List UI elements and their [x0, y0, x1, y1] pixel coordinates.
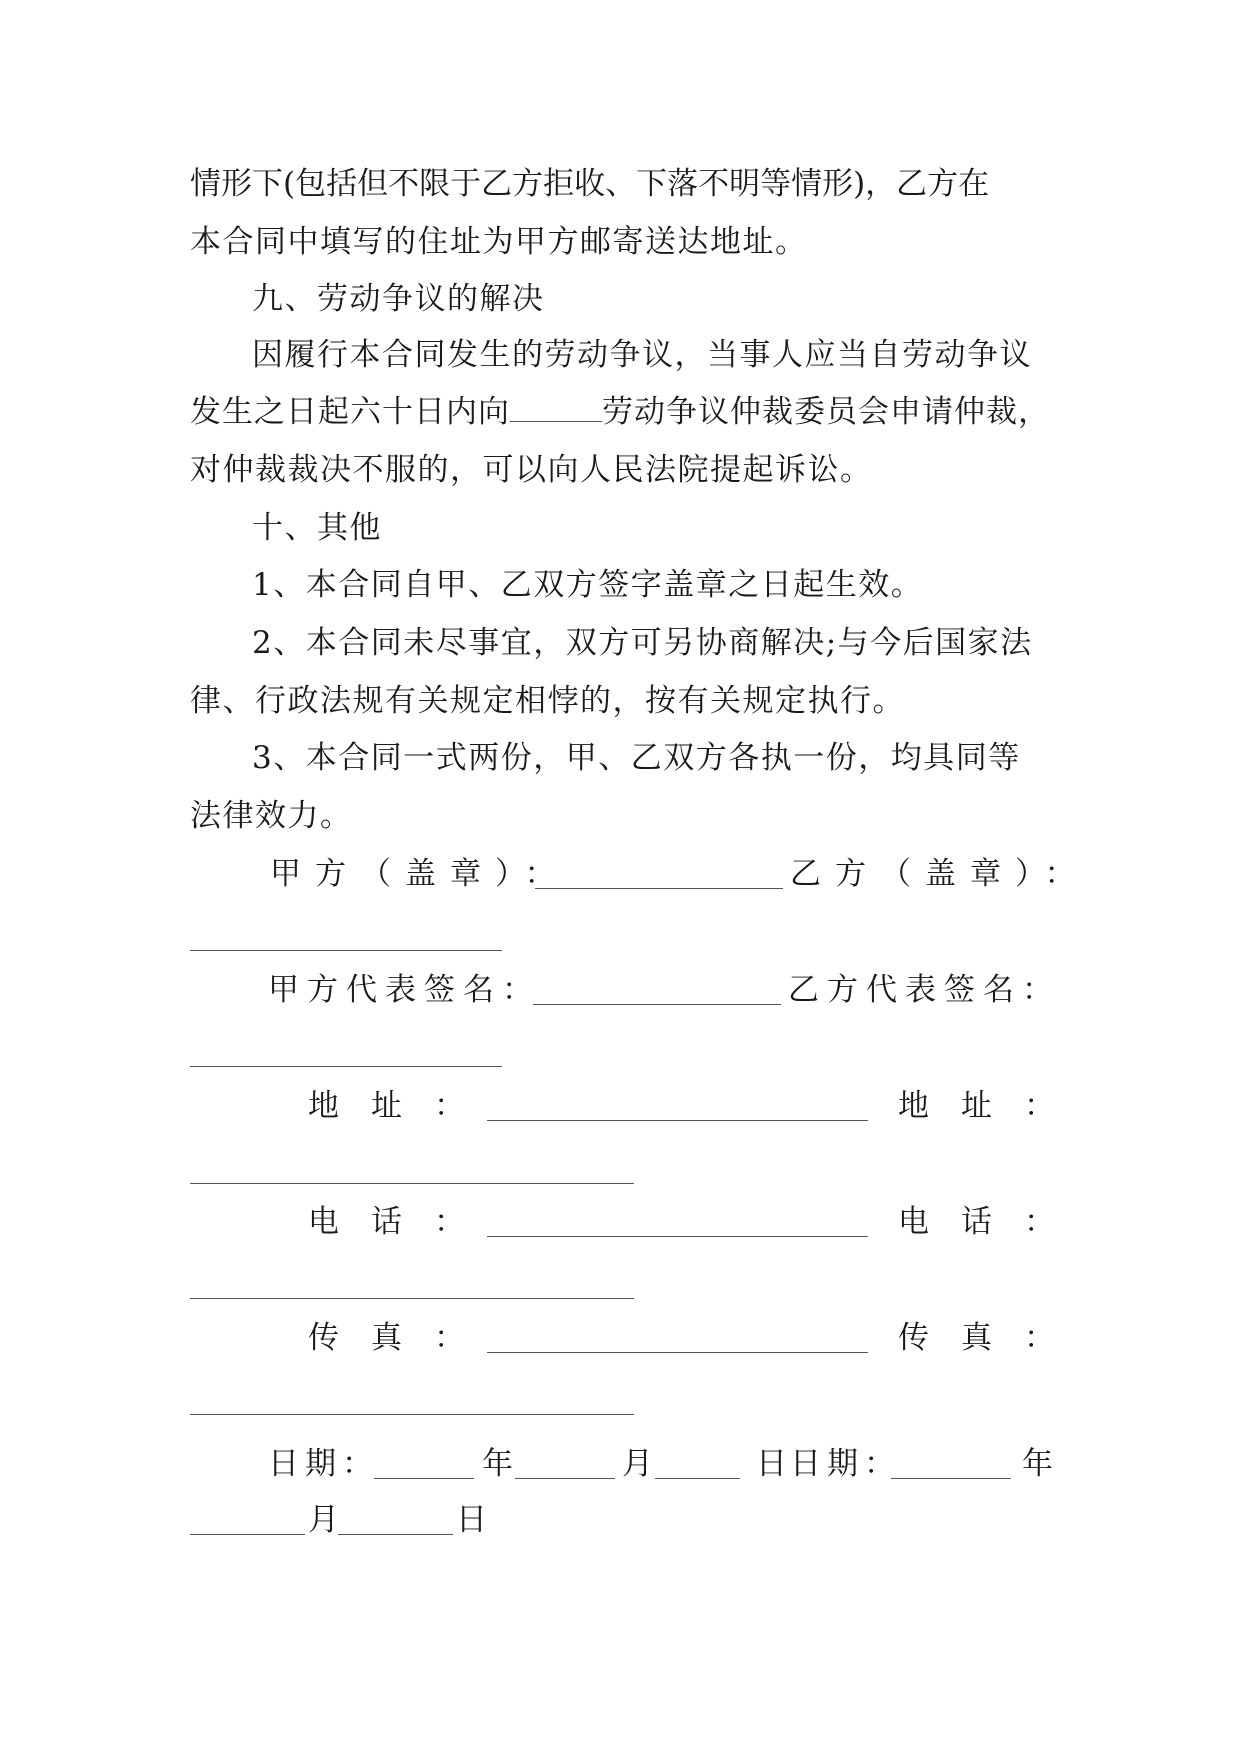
month-label-b: 月	[308, 1502, 339, 1538]
paragraph-line	[190, 392, 1060, 432]
party-b-fax-label: 传真：	[898, 1320, 1087, 1356]
party-b-date-label: 日期：	[790, 1446, 901, 1482]
party-a-fax-blank	[487, 1352, 868, 1353]
list-item: 3、本合同一式两份，甲、乙双方各执一份，均具同等	[252, 740, 1021, 776]
party-a-phone-blank	[487, 1236, 868, 1237]
paragraph-line	[190, 164, 1060, 204]
party-b-seal-blank	[190, 950, 502, 951]
party-b-year-blank	[891, 1478, 1011, 1479]
text-line: 本合同中填写的住址为甲方邮寄送达地址。	[190, 224, 808, 260]
paragraph-line: 因履行本合同发生的劳动争议，当事人应当自劳动争议	[252, 337, 1032, 373]
party-a-address-label: 地址：	[308, 1088, 497, 1124]
party-b-month-blank	[190, 1534, 305, 1535]
party-b-rep-blank	[190, 1066, 502, 1067]
list-item-continued: 律、行政法规有关规定相悖的，按有关规定执行。	[190, 683, 905, 719]
party-a-year-blank	[374, 1478, 474, 1479]
text-fragment: 劳动争议仲裁委员会申请仲裁，	[602, 394, 1050, 430]
party-a-fax-label: 传真：	[308, 1320, 497, 1356]
date-row-continued	[190, 1500, 1060, 1540]
month-label: 月	[622, 1446, 653, 1482]
party-a-day-blank	[655, 1478, 740, 1479]
party-a-seal-label: 甲方（盖章）：	[270, 856, 570, 892]
arbitration-commission-blank	[510, 393, 602, 422]
party-a-rep-blank	[533, 1004, 781, 1005]
party-a-seal-blank	[535, 888, 783, 889]
day-label: 日	[756, 1446, 787, 1482]
text-fragment: 发生之日起六十日内向	[190, 394, 510, 430]
party-a-month-blank	[515, 1478, 615, 1479]
party-b-fax-blank	[190, 1414, 634, 1415]
section-title: 十、其他	[252, 510, 382, 546]
party-b-address-label: 地址：	[898, 1088, 1087, 1124]
party-a-rep-label: 甲方代表签名：	[268, 972, 541, 1008]
section-title: 九、劳动争议的解决	[252, 281, 545, 317]
year-label: 年	[482, 1446, 513, 1482]
list-item: 2、本合同未尽事宜，双方可另协商解决;与今后国家法	[252, 625, 1033, 661]
party-b-phone-blank	[190, 1298, 634, 1299]
party-a-address-blank	[487, 1120, 868, 1121]
list-item: 1、本合同自甲、乙双方签字盖章之日起生效。	[252, 567, 924, 603]
year-label-b: 年	[1022, 1446, 1053, 1482]
party-b-day-blank	[338, 1534, 453, 1535]
party-b-rep-label: 乙方代表签名：	[788, 972, 1061, 1008]
party-b-seal-label: 乙方（盖章）：	[790, 856, 1090, 892]
party-b-phone-label: 电话：	[898, 1204, 1087, 1240]
day-label-b: 日	[456, 1502, 487, 1538]
text-line: 情形下(包括但不限于乙方拒收、下落不明等情形)，乙方在	[190, 166, 990, 202]
party-a-date-label: 日期：	[268, 1446, 379, 1482]
party-a-phone-label: 电话：	[308, 1204, 497, 1240]
list-item-continued: 法律效力。	[190, 798, 353, 834]
paragraph-line: 对仲裁裁决不服的，可以向人民法院提起诉讼。	[190, 452, 873, 488]
party-b-address-blank	[190, 1183, 634, 1184]
